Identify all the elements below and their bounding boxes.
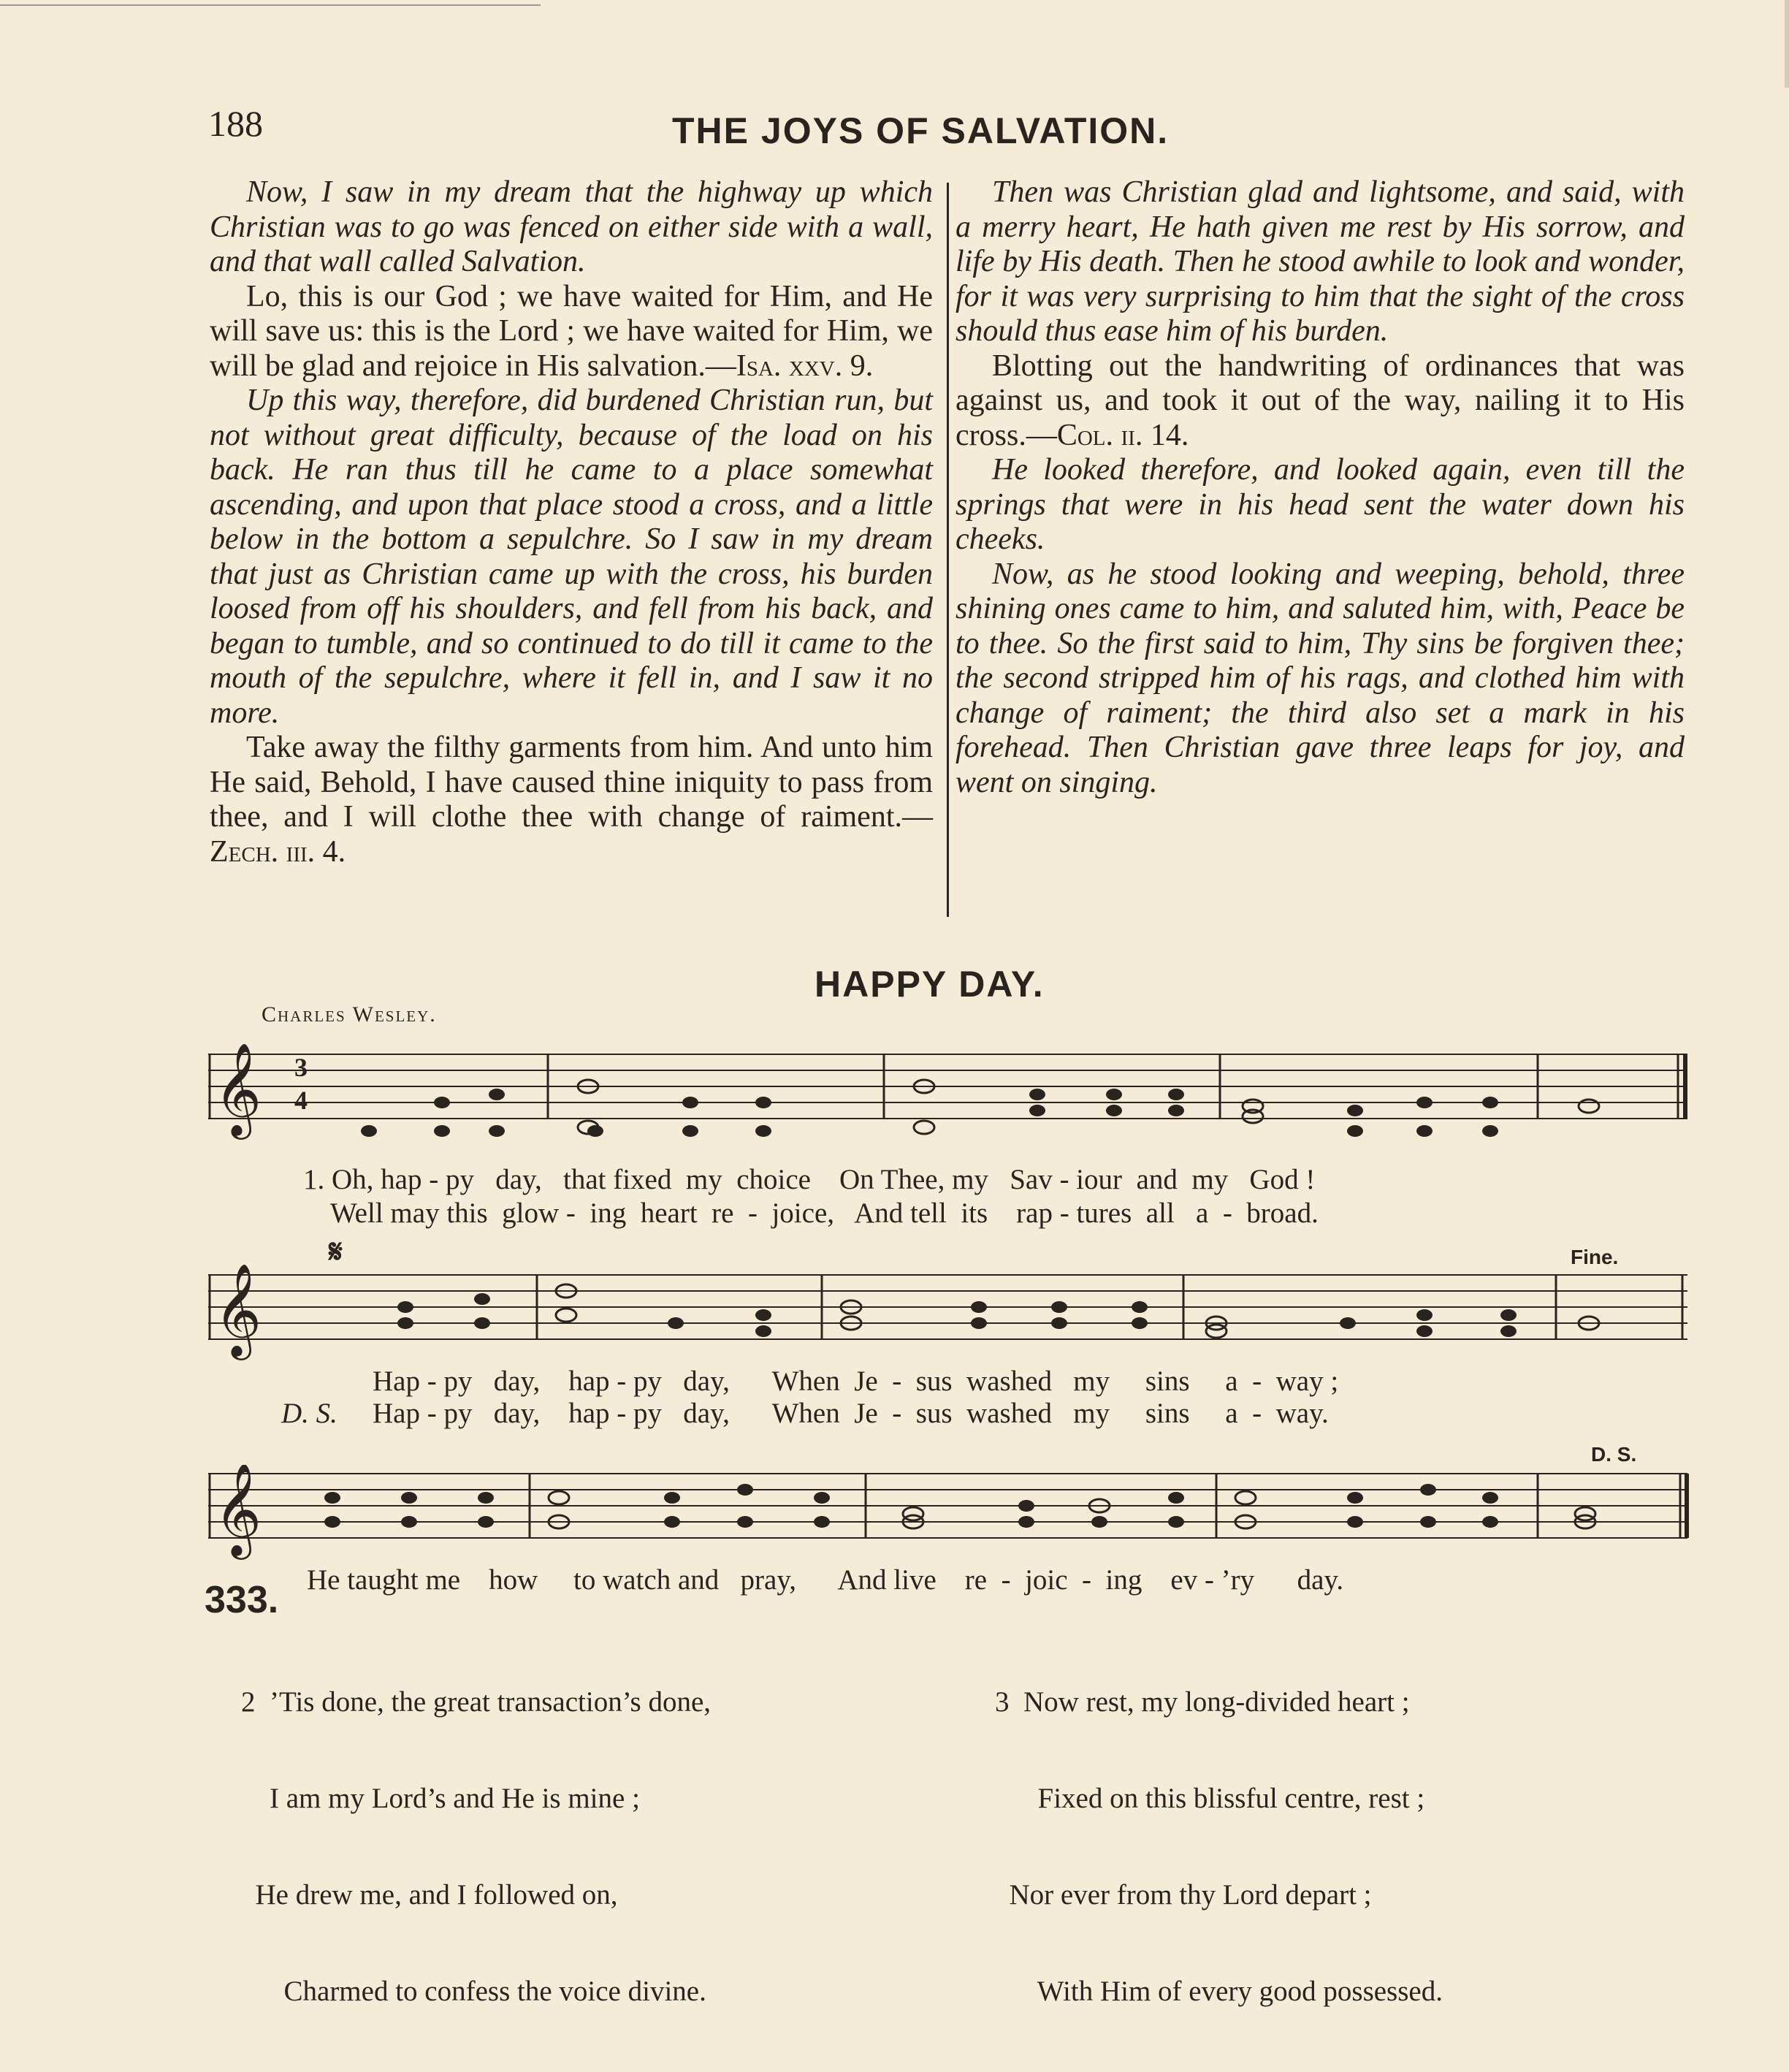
half-notes xyxy=(578,1080,1599,1134)
scripture-reference: Isa. xxv. 9. xyxy=(736,348,874,383)
column-divider xyxy=(947,183,949,917)
verse-line: 3 Now rest, my long-divided heart ; xyxy=(995,1686,1410,1718)
right-column xyxy=(955,175,1685,800)
treble-clef-icon: 𝄞 xyxy=(214,1262,262,1356)
left-column xyxy=(210,175,933,869)
verse-2 xyxy=(241,1622,711,2072)
music-staff-system-3 xyxy=(208,1465,1691,1560)
verse-line: 2 ’Tis done, the great transaction’s done, xyxy=(241,1686,712,1718)
left-paragraph-3: Up this way, therefore, did burdened Christian run, but not without great difficulty, because of the load on his back. He ran thus till he came to a place somewhat ascending, and upon that place stood a cross, and a little below in the bottom a sepulchre. So I saw in my dream that just as Christian came up with the cross, his burden loosed from off his shoulders, and fell from his back, and began to tumble, and so continued to do till it came to the mouth of the sepulchre, where it fell in, and I saw it no more. xyxy=(210,384,933,730)
staff-lines xyxy=(208,1054,1687,1119)
treble-clef-icon: 𝄞 xyxy=(214,1042,262,1135)
lyrics-system-2-line-1: Hap - py day, hap - py day, When Je - sus washed my sins a - way ; xyxy=(373,1366,1339,1397)
right-paragraph-1: Then was Christian glad and lightsome, and said, with a merry heart, He hath given me rest by His sorrow, and life by His death. Then he stood awhile to look and wonder, for it was very surprising to him that the sight of the cross should thus ease him of his burden. xyxy=(955,175,1685,348)
right-paragraph-3: He looked therefore, and looked again, even till the springs that were in his head sent the water down his cheeks. xyxy=(955,453,1685,556)
hymn-author: Charles Wesley. xyxy=(262,1002,437,1027)
scripture-reference: Zech. iii. 4. xyxy=(210,834,346,869)
music-staff-system-2 xyxy=(208,1260,1691,1377)
hymn-number: 333. xyxy=(205,1579,279,1621)
fine-mark: Fine. xyxy=(1571,1246,1619,1268)
verse-line: I am my Lord’s and He is mine ; xyxy=(241,1783,640,1814)
note-heads xyxy=(361,1089,1498,1137)
time-signature-bottom: 4 xyxy=(294,1086,308,1115)
time-signature-top: 3 xyxy=(294,1053,308,1082)
left-paragraph-4-text: Take away the filthy garments from him. And unto him He said, Behold, I have caused thine iniquity to pass from thee, and I will clothe thee with change of raiment.— xyxy=(210,731,933,834)
running-title: THE JOYS OF SALVATION. xyxy=(672,110,1170,151)
verse-3 xyxy=(995,1622,1443,2072)
left-paragraph-4 xyxy=(210,731,933,869)
top-rule xyxy=(0,4,541,6)
left-paragraph-2-text: Lo, this is our God ; we have waited for Him, and He will save us: this is the Lord ; we have waited for Him, we will be glad and rejoice in His salvation.— xyxy=(210,279,933,383)
scripture-reference: Col. ii. 14. xyxy=(1056,418,1189,452)
ds-label: D. S. xyxy=(281,1398,337,1429)
verse-line: Fixed on this blissful centre, rest ; xyxy=(995,1783,1425,1814)
lyrics-system-3-line-1: He taught me how to watch and pray, And live re - joic - ing ev - ’ry day. xyxy=(307,1564,1344,1596)
verse-line: With Him of every good possessed. xyxy=(995,1976,1443,2007)
left-paragraph-2 xyxy=(210,280,933,384)
lyrics-system-2-line-2: Hap - py day, hap - py day, When Je - sus washed my sins a - way. xyxy=(373,1398,1329,1429)
verse-line: Charmed to confess the voice divine. xyxy=(241,1976,706,2007)
lyrics-system-1-line-2: Well may this glow - ing heart re - joice, And tell its rap - tures all a - broad. xyxy=(330,1197,1319,1229)
verse-line: Nor ever from thy Lord depart ; xyxy=(995,1879,1372,1911)
left-paragraph-1: Now, I saw in my dream that the highway up which Christian was to go was fenced on either side with a wall, and that wall called Salvation. xyxy=(210,175,933,278)
verse-line: He drew me, and I followed on, xyxy=(241,1879,618,1911)
ds-mark: D. S. xyxy=(1591,1443,1637,1466)
segno-icon: 𝄋 xyxy=(329,1233,343,1271)
treble-clef-icon: 𝄞 xyxy=(214,1465,262,1555)
lyrics-system-1-line-1: 1. Oh, hap - py day, that fixed my choice On Thee, my Sav - iour and my God ! xyxy=(303,1164,1316,1195)
hymn-title: HAPPY DAY. xyxy=(815,964,1045,1005)
right-paragraph-2 xyxy=(955,349,1685,454)
right-paragraph-4: Now, as he stood looking and weeping, behold, three shining ones came to him, and saluted him, with, Peace be to thee. So the first said to him, Thy sins be forgiven thee; the second stripped him of his rags, and clothed him with change of raiment; the third also set a mark in his forehead. Then Christian gave three leaps for joy, and went on singing. xyxy=(955,557,1685,799)
page-number: 188 xyxy=(208,103,263,144)
music-staff-system-1 xyxy=(208,1036,1691,1153)
page-edge xyxy=(1785,0,1789,88)
right-paragraph-2-text: Blotting out the handwriting of ordinances that was against us, and took it out of the way, nailing it to His cross.— xyxy=(955,348,1685,452)
